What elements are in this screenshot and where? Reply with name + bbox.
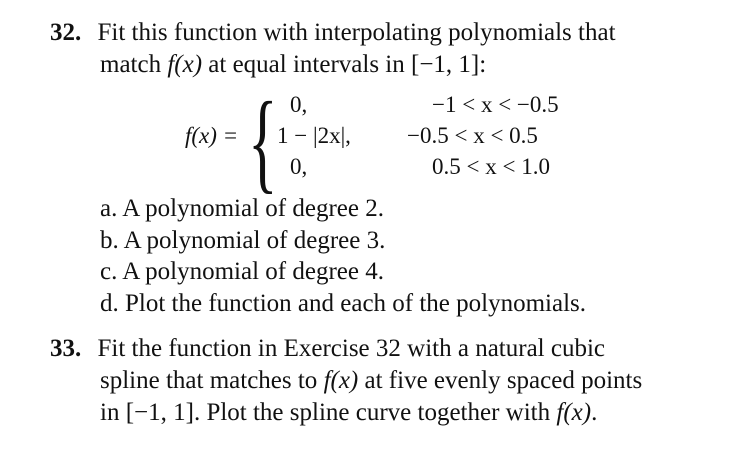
exercise-33-line-1 bbox=[50, 336, 605, 361]
exercise-32-text-2a: match bbox=[100, 51, 168, 78]
part-c: c. A polynomial of degree 4. bbox=[100, 258, 384, 285]
fx-symbol: f(x) bbox=[167, 51, 203, 78]
exercise-33-text-3a: in [−1, 1]. Plot the spline curve together with bbox=[100, 399, 557, 426]
part-a: a. A polynomial of degree 2. bbox=[100, 195, 384, 222]
case-3-expr: 0, bbox=[290, 154, 308, 179]
exercise-33-line-2 bbox=[100, 368, 642, 393]
fx-symbol: f(x) bbox=[323, 367, 359, 394]
exercise-33-text-2a: spline that matches to bbox=[100, 367, 324, 394]
case-1-expr: 0, bbox=[290, 92, 308, 117]
case-3-condition: 0.5 < x < 1.0 bbox=[432, 154, 550, 179]
part-b: b. A polynomial of degree 3. bbox=[100, 227, 386, 254]
exercise-32-text-2b: at equal intervals in [−1, 1]: bbox=[202, 51, 487, 78]
exercise-32-line-2 bbox=[100, 52, 486, 77]
part-d: d. Plot the function and each of the polynomials. bbox=[100, 290, 587, 317]
piecewise-label: f(x) = bbox=[185, 123, 239, 148]
exercise-33-text-1: Fit the function in Exercise 32 with a natural cubic bbox=[97, 335, 605, 362]
fx-symbol: f(x) bbox=[556, 399, 592, 426]
case-1-condition: −1 < x < −0.5 bbox=[432, 92, 559, 117]
exercise-33-number: 33. bbox=[50, 335, 82, 362]
exercise-32-number: 32. bbox=[50, 19, 82, 46]
exercise-32-text-1: Fit this function with interpolating polynomials that bbox=[97, 19, 616, 46]
case-2-condition: −0.5 < x < 0.5 bbox=[407, 123, 538, 148]
case-2-expr: 1 − |2x|, bbox=[277, 123, 351, 148]
exercise-32-line-1 bbox=[50, 20, 616, 45]
exercise-33-text-3b: . bbox=[591, 399, 598, 426]
exercise-33-text-2b: at five evenly spaced points bbox=[358, 367, 643, 394]
exercise-33-line-3 bbox=[100, 400, 597, 425]
curly-brace: { bbox=[248, 80, 278, 204]
